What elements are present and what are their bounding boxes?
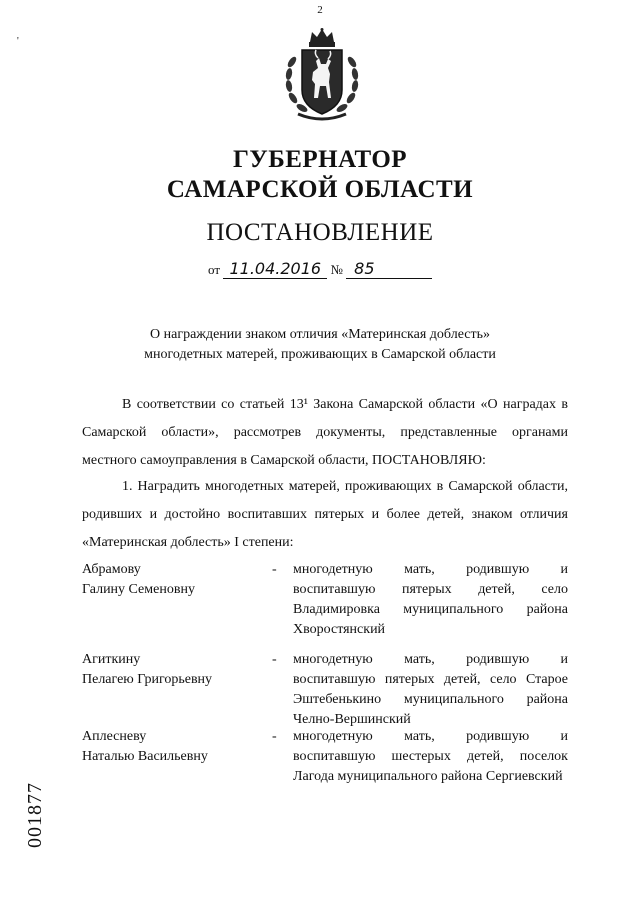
heading-governor: ГУБЕРНАТОР bbox=[232, 146, 408, 173]
awardee-given: Галину Семеновну bbox=[82, 582, 195, 597]
coat-of-arms-icon bbox=[282, 28, 362, 122]
number-value: 85 bbox=[346, 259, 432, 279]
awardee-name bbox=[82, 727, 262, 767]
awardee-description: многодетную мать, родившую и воспитавшую пятерых детей, село Старое Эштебенькино муниципального района Челно-Вершинский bbox=[293, 652, 568, 727]
awardee-description: многодетную мать, родившую и воспитавшую пятерых детей, село Владимировка муниципального района Хворостянский bbox=[293, 562, 568, 637]
awardee-given: Наталью Васильевну bbox=[82, 749, 208, 764]
awardee-surname: Аплесневу bbox=[82, 729, 147, 744]
heading-region: САМАРСКОЙ ОБЛАСТИ bbox=[166, 176, 474, 203]
award-paragraph: 1. Наградить многодетных матерей, проживающих в Самарской области, родивших и достойно воспитавших пятерых и более детей, знаком отличия «Материнская доблесть» I степени: bbox=[82, 479, 568, 550]
awardee-given: Пелагею Григорьевну bbox=[82, 672, 213, 687]
registration-number: 001877 bbox=[24, 782, 46, 848]
dateline bbox=[208, 259, 432, 279]
awardee-description: многодетную мать, родившую и воспитавшую шестерых детей, поселок Лагода муниципального района Сергиевский bbox=[293, 729, 568, 784]
subject-line-1: О награждении знаком отличия «Материнская доблесть» bbox=[150, 327, 490, 342]
page-number: 2 bbox=[317, 4, 323, 16]
subject-line-2: многодетных матерей, проживающих в Самарской области bbox=[144, 347, 496, 362]
awardee-surname: Абрамову bbox=[82, 562, 141, 577]
document-type: ПОСТАНОВЛЕНИЕ bbox=[206, 219, 434, 246]
awardee-name bbox=[82, 560, 262, 600]
awardee-name bbox=[82, 650, 262, 690]
subject bbox=[0, 325, 640, 365]
awardee-dash: - bbox=[272, 562, 277, 577]
preamble-paragraph: В соответствии со статьей 13¹ Закона Самарской области «О наградах в Самарской области», рассмотрев документы, представленные органами местного самоуправления в Самарской области, ПОСТАНОВЛЯЮ: bbox=[82, 397, 568, 468]
margin-tick: ' bbox=[17, 36, 19, 47]
number-label: № bbox=[330, 262, 343, 277]
awardee-dash: - bbox=[272, 652, 277, 667]
date-label: от bbox=[208, 262, 221, 277]
awardee-dash: - bbox=[272, 729, 277, 744]
awardee-surname: Агиткину bbox=[82, 652, 141, 667]
date-value: 11.04.2016 bbox=[223, 259, 327, 279]
